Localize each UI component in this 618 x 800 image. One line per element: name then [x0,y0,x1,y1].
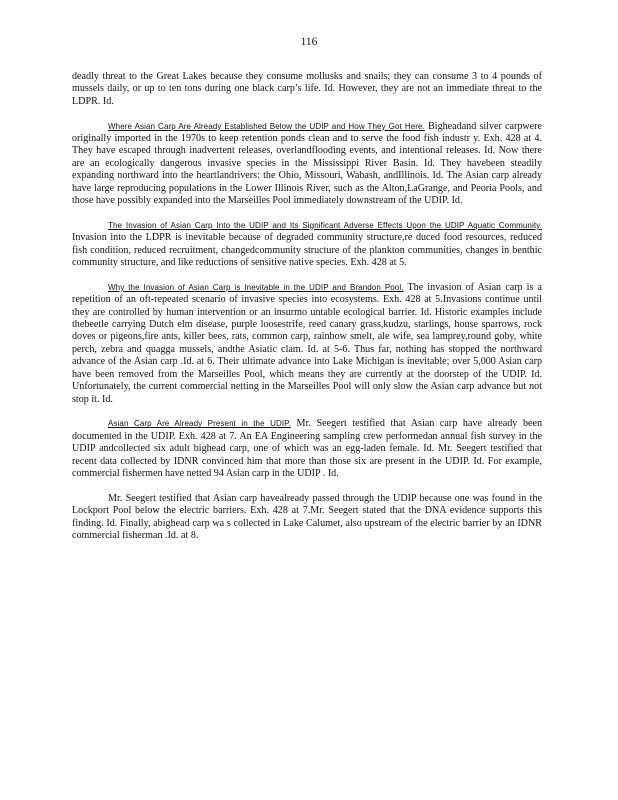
section-heading: Asian Carp Are Already Present in the UDIP. [108,419,291,429]
section-heading: Where Asian Carp Are Already Established Below the UDIP and How They Got Here. [108,121,425,131]
paragraph-text: Bigheadand silver carpwere originally imported in the 1970s to keep retention ponds clean and to serve the food fish industr y. Exh. 428 at 4. They have escaped through inadvertent releases, overlandflooding events, and intentional releases. Id. Now there are an ecologically dangerous invasive species in the Mississippi River Basin. Id. They havebeen steadily expanding northward into the heartlandrivers: the Ohio, Missouri, Wabash, andIllinois. Id. The Asian carp already have large reproducing populations in the Lower Illinois River, such as the Alton,LaGrange, and Peoria Pools, and those have possibly expanded into the Marseilles Pool immediately downstream of the UDIP. Id. [72,120,543,207]
paragraph-already-present [72,418,542,480]
paragraph-text: deadly threat to the Great Lakes because they consume mollusks and snails; they can consume 3 to 4 pounds of mussels daily, or up to ten tons during one black carp’s life. Id. However, they are not an immediate threat to the LDPR. Id. [72,71,542,107]
page-number: 116 [300,36,318,48]
document-body [72,71,542,555]
paragraph-why-inevitable [72,282,542,406]
paragraph-text: Invasion into the LDPR is inevitable because of degraded community structure,re duced food resources, reduced fish condition, reduced recruitment, changedcommunity structure of the plankton communities, changes in benthic community structure, and like reductions of sensitive native species. Exh. 428 at 5. [72,232,542,269]
section-heading: Why the Invasion of Asian Carp is Inevitable in the UDIP and Brandon Pool. [108,282,404,292]
section-heading: The Invasion of Asian Carp Into the UDIP and Its Significant Adverse Effects Upon the UDIP Aquatic Community. [108,220,542,230]
paragraph-passed-through [72,493,542,543]
paragraph-invasion-effects [72,220,542,270]
paragraph-threat-ldpr [72,71,542,108]
paragraph-text: Mr. Seegert testified that Asian carp have already been documented in the UDIP. Exh. 428 at 7. An EA Engineering sampling crew performedan annual fish survey in the UDIP andcollected six adult bighead carp, one of which was an egg-laden female. Id. Mr. Seegert testified that recent data collected by IDNR convinced him that more than those six are present in the UDIP. Id. For example, commercial fishermen have netted 94 Asian carp in the UDIP . Id. [72,418,542,479]
paragraph-where-established [72,121,542,208]
paragraph-text: The invasion of Asian carp is a repetition of an oft-repeated scenario of invasive species into ecosystems. Exh. 428 at 5.Invasions continue until they are controlled by human intervention or an insurmo untable ecological barrier. Id. Historic examples include thebeetle carrying Dutch elm disease, purple loosestrife, reed canary grass,kudzu, starlings, house sparrows, rock doves or pigeons,fire ants, killer bees, rats, common carp, rainbow smelt, ale wife, sea lamprey,round goby, white perch, zebra and quagga mussels, andthe Asiatic clam. Id. at 5-6. Thus far, nothing has stopped the northward advance of the Asian carp .Id. at 6. Their ultimate advance into Lake Michigan is inevitable; over 5,000 Asian carp have been removed from the Marseilles Pool, which means they are currently at the doorstep of the UDIP. Id. Unfortunately, the current commercial netting in the Marseilles Pool will only slow the Asian carp advance but not stop it. Id. [72,281,543,405]
paragraph-text: Mr. Seegert testified that Asian carp havealready passed through the UDIP because one was found in the Lockport Pool below the electric barriers. Exh. 428 at 7.Mr. Seegert stated that the DNA evidence supports this finding. Id. Finally, abighead carp wa s collected in Lake Calumet, also upstream of the electric barrier by an IDNR commercial fisherman .Id. at 8. [72,492,542,541]
